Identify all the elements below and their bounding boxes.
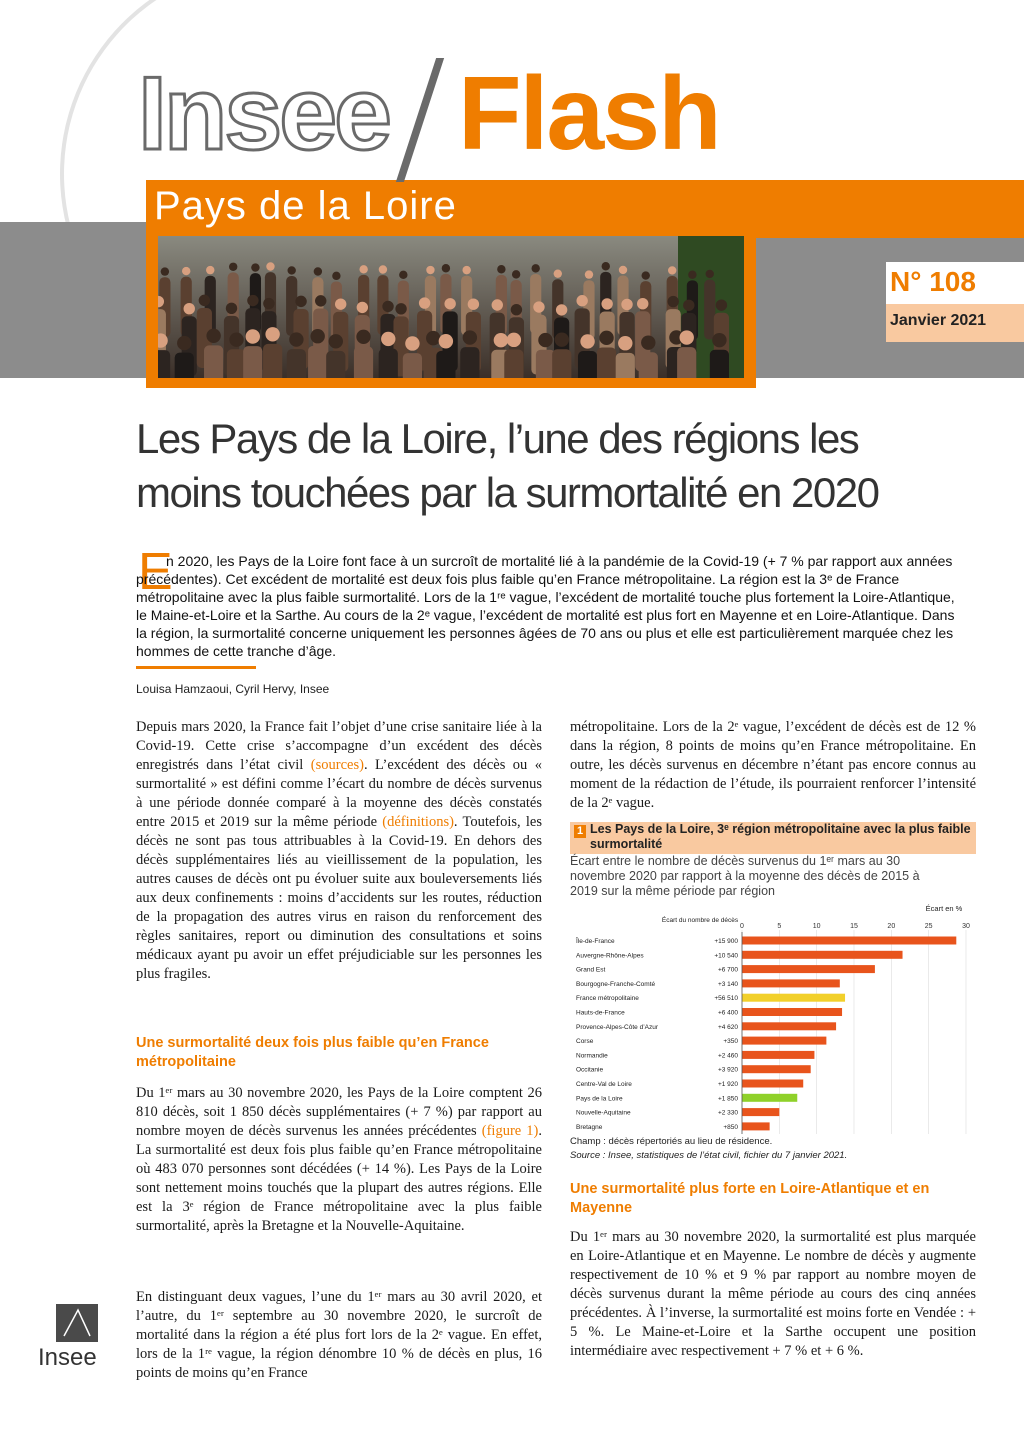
person-head (266, 262, 274, 270)
count-label: +350 (723, 1038, 738, 1046)
person-head (182, 267, 190, 275)
count-label: +6 700 (717, 966, 738, 974)
person-head (580, 334, 594, 348)
person-head (426, 331, 440, 345)
person-body (263, 344, 282, 378)
intro-rule (136, 666, 256, 669)
category-label: Île-de-France (576, 938, 615, 945)
person-body (326, 351, 345, 378)
person-head (246, 329, 260, 343)
bar (742, 1094, 797, 1102)
person-head (637, 298, 648, 309)
x-tick-label: 30 (962, 923, 970, 930)
person-head (405, 336, 419, 350)
person-head (668, 266, 676, 274)
count-label: +2 460 (717, 1052, 738, 1060)
col1-paragraph-2 (136, 1084, 542, 1236)
figure-number: 1 (574, 825, 586, 838)
person-head (329, 334, 343, 348)
person-head (381, 332, 395, 346)
person-head (206, 329, 220, 343)
insee-logo-icon (56, 1304, 98, 1342)
bar (742, 965, 875, 973)
x-tick-label: 10 (812, 923, 821, 930)
person-head (379, 265, 387, 273)
person-head (335, 298, 346, 309)
section-heading-2: Une surmortalité plus forte en Loire-Atlantique et en Mayenne (570, 1181, 930, 1216)
person-head (680, 330, 694, 344)
person-body (639, 352, 658, 378)
x-tick-label: 20 (887, 923, 896, 930)
person-head (497, 265, 505, 273)
text-span: . La surmortalité est deux fois plus faible qu’en France métropolitaine où 483 070 personnes sont décédées (+ 14 %). Les Pays de la Loire sont nettement moins touchés que la plupart des autres régions. Elle est la 3ᵉ région de France métropolitaine avec la plus faible surmortalité, après la Bretagne et la Nouvelle-Aquitaine. (136, 1123, 542, 1234)
text-span: Du 1ᵉʳ mars au 30 novembre 2020, les Pays de la Loire comptent 26 810 décès, soit 1 850 décès supplémentaires (+ 7 %) par rapport au nombre moyen de décès survenus les années précédentes (136, 1085, 542, 1139)
bar (742, 1022, 836, 1030)
person-head (356, 330, 370, 344)
person-head (226, 303, 237, 314)
person-head (295, 296, 306, 307)
person-body (578, 351, 597, 378)
person-head (512, 270, 520, 278)
bar (742, 1065, 811, 1073)
brand-insee: Insee (138, 56, 389, 172)
person-head (556, 304, 567, 315)
person-head (668, 296, 679, 307)
bar (742, 1108, 779, 1116)
person-body (243, 346, 262, 378)
category-label: Pays de la Loire (576, 1095, 623, 1103)
bar (742, 1037, 826, 1045)
col1-paragraph-3: En distinguant deux vagues, l’une du 1ᵉʳ mars au 30 avril 2020, et l’autre, du 1ᵉʳ septembre au 30 novembre 2020, le surcroît de mortalité dans la région a été plus fort lors de la 2ᵉ vague. En effet, lors de la 1ʳᵉ vague, la région dénombre 10 % de décès en plus, 16 points de moins qu’en France (136, 1289, 542, 1381)
bar (742, 979, 840, 987)
count-label: +10 540 (714, 952, 738, 960)
bar (742, 1122, 770, 1130)
category-label: Nouvelle-Aquitaine (576, 1109, 631, 1117)
person-head (599, 331, 613, 345)
person-head (641, 335, 655, 349)
category-label: Normandie (576, 1052, 608, 1060)
person-head (332, 272, 340, 280)
person-head (184, 303, 195, 314)
person-body (597, 347, 616, 378)
person-head (688, 271, 696, 279)
category-label: Bretagne (576, 1123, 603, 1131)
person-head (492, 299, 503, 310)
count-label: +3 140 (717, 980, 738, 988)
person-head (206, 266, 214, 274)
count-label: +850 (723, 1123, 738, 1131)
sources-link[interactable]: (sources) (310, 757, 364, 773)
person-head (555, 332, 569, 346)
person-head (585, 270, 593, 278)
person-head (426, 266, 434, 274)
person-head (265, 327, 279, 341)
category-label: Centre-Val de Loire (576, 1081, 632, 1088)
authors: Louisa Hamzaoui, Cyril Hervy, Insee (136, 682, 330, 696)
text-span: . L’excédent des décès ou « surmortalité » est défini comme l’écart du nombre de décès survenus à une période donnée comparé à la moyenne des décès constatés entre 2015 et 2019 sur la même période (136, 757, 543, 830)
issue-number: N° 108 (890, 266, 976, 297)
person-head (247, 295, 258, 306)
x-tick-label: 15 (850, 923, 858, 930)
person-head (511, 304, 522, 315)
person-body (158, 350, 170, 378)
person-head (716, 299, 727, 310)
logo-mark (56, 1304, 98, 1342)
person-head (310, 329, 324, 343)
person-head (161, 267, 169, 275)
person-head (463, 330, 477, 344)
person-head (263, 298, 274, 309)
region-name: Pays de la Loire (154, 184, 457, 228)
person-head (289, 332, 303, 346)
count-label: +1 920 (717, 1081, 738, 1088)
bar (742, 1008, 842, 1016)
person-body (552, 349, 571, 378)
definitions-link[interactable]: (définitions) (382, 814, 454, 830)
category-label: Provence-Alpes-Côte d’Azur (576, 1023, 659, 1031)
person-body (710, 350, 729, 378)
person-body (436, 351, 455, 378)
bar (742, 1080, 803, 1088)
person-head (251, 263, 259, 271)
person-head (419, 297, 430, 308)
person-head (395, 303, 406, 314)
figure-link[interactable]: (figure 1) (481, 1123, 539, 1139)
person-body (379, 349, 398, 378)
count-label: +6 400 (717, 1009, 738, 1017)
page-title: Les Pays de la Loire, l’une des régions les moins touchées par la surmortalité en 2020 (136, 415, 879, 516)
crowd-photo (158, 236, 744, 378)
col2-paragraph-1: métropolitaine. Lors de la 2ᵉ vague, l’excédent de décès est de 12 % dans la région, 8 points de moins qu’en France métropolitaine. En outre, les décès survenus en décembre n’étant pas encore connus au moment de la rédaction de l’étude, ils pourraient renforcer l’intensité de la 2ᵉ vague. (570, 719, 976, 811)
person-body (308, 346, 327, 378)
person-body (536, 350, 555, 378)
person-body (677, 347, 696, 378)
person-body (504, 349, 523, 378)
person-body (204, 345, 223, 378)
person-body (403, 353, 422, 378)
person-head (462, 266, 470, 274)
bar-chart (570, 900, 976, 1134)
value-axis-header: Écart en % (925, 904, 963, 913)
category-label: Hauts-de-France (576, 1009, 625, 1017)
person-head (287, 266, 295, 274)
category-label: Corse (576, 1038, 594, 1046)
person-head (468, 299, 479, 310)
count-label: +2 330 (717, 1109, 738, 1117)
person-head (494, 333, 508, 347)
person-head (621, 299, 632, 310)
person-head (229, 263, 237, 271)
person-head (314, 267, 322, 275)
section-heading-1: Une surmortalité deux fois plus faible qu’en France métropolitaine (136, 1035, 489, 1070)
person-head (618, 336, 632, 350)
person-head (619, 266, 627, 274)
person-head (507, 333, 521, 347)
person-head (444, 298, 455, 309)
col2-paragraph-2: Du 1ᵉʳ mars au 30 novembre 2020, la surmortalité est plus marquée en Loire-Atlantique et en Mayenne. Le nombre de décès y augmente respectivement de 10 % et 9 % par rapport au nombre moyen de décès survenus durant la même période au cours des cinq années précédentes. À l’inverse, la surmortalité est moins forte en Vendée : + 5 %. Le Maine-et-Loire et la Sarthe occupent une position intermédiaire avec respectivement + 7 % et + 6 %. (570, 1229, 976, 1359)
person-head (601, 298, 612, 309)
col1-paragraph-1 (136, 718, 542, 984)
bar (742, 1051, 814, 1059)
category-label: Occitanie (576, 1066, 604, 1074)
person-head (399, 271, 407, 279)
category-label: Bourgogne-Franche-Comté (576, 980, 656, 988)
person-body (287, 349, 306, 378)
person-head (706, 270, 714, 278)
count-label: +1 850 (717, 1095, 738, 1103)
brand-flash: Flash (458, 56, 720, 172)
issue-date: Janvier 2021 (890, 312, 987, 329)
person-body (354, 346, 373, 378)
person-head (439, 334, 453, 348)
x-tick-label: 25 (924, 923, 933, 930)
intro-dropcap: E (138, 543, 173, 601)
category-label: Grand Est (576, 966, 606, 974)
person-head (359, 265, 367, 273)
figure-title: Les Pays de la Loire, 3ᵉ région métropolitaine avec la plus faible surmortalité (590, 822, 971, 851)
count-label: +3 920 (717, 1066, 738, 1074)
crowd-illustration (158, 236, 744, 378)
person-head (382, 301, 393, 312)
figure-note-source: Source : Insee, statistiques de l’état civil, fichier du 7 janvier 2021. (570, 1150, 848, 1161)
person-head (229, 332, 243, 346)
person-body (616, 353, 635, 378)
insee-logo-text: Insee (38, 1344, 97, 1371)
person-head (315, 295, 326, 306)
person-head (642, 271, 650, 279)
person-body (704, 280, 715, 340)
count-label: +4 620 (717, 1023, 738, 1031)
person-body (175, 353, 194, 378)
person-head (554, 269, 562, 277)
text-span: Depuis mars 2020, la France fait l’objet d’une crise sanitaire liée à la Covid-19. Cette crise s’accompagne d’un excédent des décès enregistrés dans l’état civil (136, 719, 542, 773)
x-tick-label: 0 (740, 923, 744, 930)
figure-subtitle: Écart entre le nombre de décès survenus du 1ᵉʳ mars au 30 novembre 2020 par rapport à la moyenne des décès de 2015 à 2019 sur la même période par région (570, 854, 920, 898)
person-head (533, 301, 544, 312)
text-span: . Toutefois, les décès ne sont pas tous attribuables à la Covid-19. En dehors des décès supplémentaires liés au vieillissement de la population, les autres causes de décès ont pu évoluer suite aux bouleversements liés aux deux confinements : moins d’accidents sur les routes, réduction de la propagation des autres virus en raison du renforcement des règles sanitaires, report ou diminution des consultations et soins médicaux ayant pu avoir un effet préjudiciable sur les personnes les plus fragiles. (136, 814, 542, 982)
person-head (199, 295, 210, 306)
count-label: +56 510 (714, 995, 738, 1003)
x-tick-label: 5 (777, 923, 782, 930)
bar (742, 994, 845, 1002)
person-head (357, 302, 368, 313)
person-head (177, 336, 191, 350)
person-head (442, 264, 450, 272)
bar (742, 937, 956, 945)
person-body (460, 347, 479, 378)
person-head (602, 262, 610, 270)
bar (742, 951, 903, 959)
person-head (531, 264, 539, 272)
person-head (712, 333, 726, 347)
intro-text: n 2020, les Pays de la Loire font face à un surcroît de mortalité lié à la pandémie de la Covid-19 (+ 7 % par rapport aux années précédentes). Cet excédent de mortalité est deux fois plus faible qu’en France métropolitaine. La région est la 3ᵉ de France métropolitaine avec la plus faible surmortalité. Lors de la 1ʳᵉ vague, l’excédent de mortalité touche plus fortement la Loire-Atlantique, le Maine-et-Loire et la Sarthe. Au cours de la 2ᵉ vague, l’excédent de mortalité est plus fort en Mayenne et en Loire-Atlantique. Dans la région, la surmortalité concerne uniquement les personnes âgées de 70 ans ou plus et elle est particulièrement marquée chez les hommes de cette tranche d’âge. (136, 553, 955, 659)
figure-note-field: Champ : décès répertoriés au lieu de résidence. (570, 1136, 773, 1147)
person-head (538, 333, 552, 347)
person-head (683, 300, 694, 311)
category-label: Auvergne-Rhône-Alpes (576, 952, 644, 960)
person-head (576, 295, 587, 306)
count-column-header: Écart du nombre de décès (661, 917, 739, 924)
category-label: France métropolitaine (576, 995, 639, 1003)
count-label: +15 900 (714, 938, 738, 945)
